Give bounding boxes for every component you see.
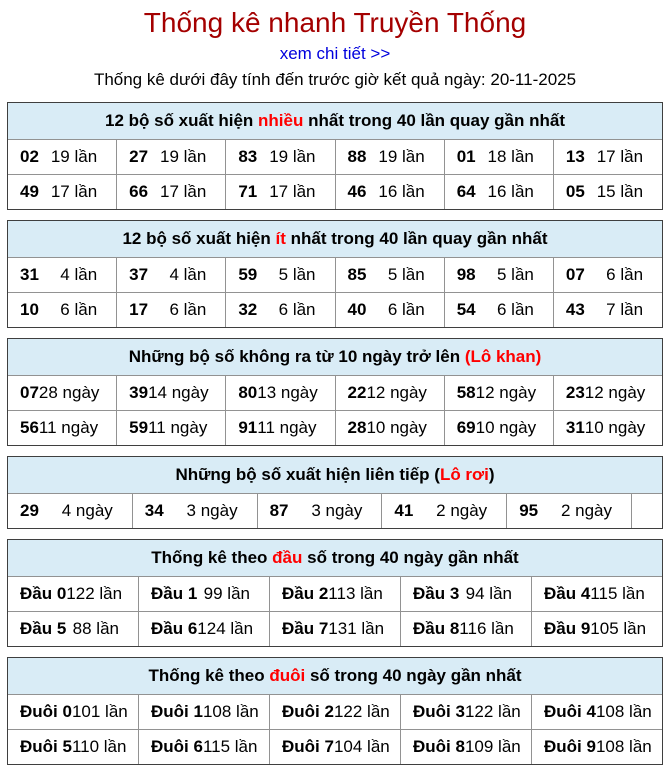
table-row — [8, 493, 662, 528]
count-label: 13 ngày — [257, 383, 318, 403]
number-stat-cell — [225, 175, 334, 209]
number-stat-cell — [553, 258, 662, 292]
stat-table-dau-so — [7, 539, 663, 647]
table-row — [8, 694, 662, 729]
number-stat-cell — [116, 258, 225, 292]
number-stat-cell — [269, 730, 400, 764]
count-label: 19 lần — [160, 147, 207, 167]
stat-table-most-frequent — [7, 102, 663, 210]
number-label: 59 — [238, 265, 258, 285]
number-label: 31 — [20, 265, 39, 285]
number-label: 41 — [394, 501, 414, 521]
count-label: 105 lần — [590, 619, 647, 639]
number-label: 39 — [129, 383, 149, 403]
number-stat-cell — [400, 577, 531, 611]
number-stat-cell — [8, 140, 116, 174]
number-label: 46 — [347, 182, 367, 202]
table-title-text: 12 bộ số xuất hiện — [104, 111, 259, 131]
number-stat-cell — [335, 258, 444, 292]
number-label: Đuôi 7 — [282, 737, 334, 757]
number-label: 87 — [269, 501, 289, 521]
number-label: 58 — [456, 383, 476, 403]
number-label: Đuôi 1 — [151, 702, 203, 722]
number-stat-cell — [8, 612, 138, 646]
number-label: 66 — [129, 182, 149, 202]
table-title-text: Những bộ số không ra từ 10 ngày trở lên — [128, 347, 465, 367]
count-label: 6 lần — [169, 300, 207, 320]
number-label: 64 — [456, 182, 476, 202]
number-label: 31 — [565, 418, 585, 438]
number-label: 02 — [20, 147, 39, 167]
number-label: Đuôi 8 — [413, 737, 465, 757]
table-title-text: nhất trong 40 lần quay gần nhất — [303, 111, 566, 131]
count-label: 124 lần — [197, 619, 254, 639]
number-stat-cell — [138, 577, 269, 611]
count-label: 19 lần — [50, 147, 98, 167]
number-label: 07 — [20, 383, 39, 403]
number-stat-cell — [335, 140, 444, 174]
number-stat-cell — [269, 612, 400, 646]
table-title-highlight: Lô rơi — [439, 465, 489, 485]
table-title-text: ) — [488, 465, 495, 485]
number-label: 59 — [129, 418, 149, 438]
number-stat-cell — [116, 293, 225, 327]
number-label: Đầu 1 — [151, 584, 198, 604]
number-stat-cell — [444, 376, 553, 410]
number-label: Đuôi 0 — [20, 702, 72, 722]
statistics-date-note: Thống kê dưới đây tính đến trước giờ kết quả ngày: 20-11-2025 — [93, 70, 577, 90]
number-label: Đầu 5 — [20, 619, 67, 639]
stat-table-duoi-so — [7, 657, 663, 765]
table-title-text: số trong 40 ngày gần nhất — [305, 666, 522, 686]
table-title-text: số trong 40 ngày gần nhất — [302, 548, 519, 568]
count-label: 115 lần — [202, 737, 258, 757]
table-title-highlight: ít — [275, 229, 286, 249]
number-stat-cell — [269, 577, 400, 611]
table-row — [8, 174, 662, 209]
count-label: 6 lần — [496, 300, 534, 320]
number-stat-cell — [225, 376, 334, 410]
count-label: 108 lần — [595, 702, 652, 722]
count-label: 6 lần — [278, 300, 316, 320]
number-stat-cell — [8, 494, 132, 528]
table-title-highlight: đuôi — [269, 666, 306, 686]
count-label: 113 lần — [328, 584, 383, 604]
table-row — [8, 576, 662, 611]
number-stat-cell — [531, 612, 662, 646]
number-stat-cell — [138, 730, 269, 764]
number-label: 28 — [347, 418, 367, 438]
number-stat-cell — [8, 293, 116, 327]
count-label: 2 ngày — [436, 501, 488, 521]
table-row — [8, 139, 662, 174]
number-label: 91 — [238, 418, 258, 438]
number-label: 49 — [20, 182, 39, 202]
number-label: Đầu 9 — [544, 619, 591, 639]
number-label: Đuôi 2 — [282, 702, 334, 722]
number-stat-cell — [116, 376, 225, 410]
count-label: 99 lần — [203, 584, 250, 604]
count-label: 10 ngày — [584, 418, 646, 438]
detail-link-row — [0, 44, 670, 69]
tables-container — [0, 102, 670, 765]
empty-cell — [631, 494, 662, 528]
table-title-text: Những bộ số xuất hiện liên tiếp ( — [175, 465, 440, 485]
number-label: 54 — [456, 300, 476, 320]
number-label: 23 — [565, 383, 585, 403]
stat-table-lo-khan — [7, 338, 663, 446]
number-label: 71 — [238, 182, 258, 202]
table-title — [8, 221, 662, 257]
number-stat-cell — [400, 612, 531, 646]
number-stat-cell — [8, 258, 116, 292]
number-label: 83 — [238, 147, 258, 167]
number-label: 69 — [456, 418, 476, 438]
number-stat-cell — [531, 695, 662, 729]
number-label: 17 — [129, 300, 149, 320]
number-label: 10 — [20, 300, 39, 320]
number-label: 56 — [20, 418, 39, 438]
count-label: 11 ngày — [38, 418, 99, 438]
number-label: 98 — [456, 265, 476, 285]
table-title — [8, 103, 662, 139]
table-row — [8, 410, 662, 445]
number-stat-cell — [553, 140, 662, 174]
count-label: 17 lần — [269, 182, 316, 202]
number-label: 22 — [347, 383, 367, 403]
table-title-text: Thống kê theo — [151, 548, 273, 568]
count-label: 115 lần — [590, 584, 645, 604]
number-label: Đuôi 5 — [20, 737, 72, 757]
number-label: 05 — [565, 182, 585, 202]
table-row — [8, 292, 662, 327]
number-label: 95 — [519, 501, 539, 521]
stat-table-least-frequent — [7, 220, 663, 328]
number-stat-cell — [335, 411, 444, 445]
count-label: 10 ngày — [366, 418, 427, 438]
number-stat-cell — [553, 376, 662, 410]
count-label: 10 ngày — [475, 418, 537, 438]
count-label: 88 lần — [72, 619, 119, 639]
number-label: 29 — [20, 501, 39, 521]
table-row — [8, 375, 662, 410]
number-stat-cell — [116, 140, 225, 174]
number-stat-cell — [257, 494, 382, 528]
number-stat-cell — [225, 258, 334, 292]
count-label: 6 lần — [606, 265, 644, 285]
table-title-text: nhất trong 40 lần quay gần nhất — [285, 229, 548, 249]
count-label: 5 lần — [496, 265, 534, 285]
count-label: 28 ngày — [38, 383, 100, 403]
count-label: 15 lần — [596, 182, 644, 202]
count-label: 19 lần — [378, 147, 425, 167]
count-label: 12 ngày — [584, 383, 646, 403]
number-label: 43 — [565, 300, 585, 320]
table-title-highlight: đầu — [272, 548, 303, 568]
number-label: Đuôi 9 — [544, 737, 596, 757]
table-title-highlight: nhiều — [258, 111, 304, 131]
count-label: 17 lần — [160, 182, 207, 202]
number-label: Đầu 4 — [544, 584, 591, 604]
number-stat-cell — [444, 258, 553, 292]
number-label: 32 — [238, 300, 258, 320]
number-stat-cell — [400, 695, 531, 729]
count-label: 110 lần — [71, 737, 127, 757]
count-label: 16 lần — [378, 182, 425, 202]
number-label: 88 — [347, 147, 367, 167]
count-label: 11 ngày — [257, 418, 317, 438]
count-label: 108 lần — [595, 737, 652, 757]
table-title-text: Thống kê theo — [148, 666, 270, 686]
number-stat-cell — [8, 411, 116, 445]
count-label: 6 lần — [60, 300, 98, 320]
count-label: 11 ngày — [148, 418, 208, 438]
count-label: 122 lần — [464, 702, 521, 722]
number-stat-cell — [335, 376, 444, 410]
count-label: 4 ngày — [61, 501, 113, 521]
count-label: 122 lần — [333, 702, 390, 722]
count-label: 109 lần — [464, 737, 521, 757]
number-stat-cell — [553, 175, 662, 209]
count-label: 19 lần — [269, 147, 316, 167]
count-label: 5 lần — [278, 265, 316, 285]
number-stat-cell — [8, 577, 138, 611]
table-title-text: 12 bộ số xuất hiện — [122, 229, 276, 249]
count-label: 5 lần — [387, 265, 425, 285]
number-stat-cell — [225, 140, 334, 174]
number-stat-cell — [444, 411, 553, 445]
table-row — [8, 257, 662, 292]
number-label: 07 — [565, 265, 585, 285]
number-stat-cell — [335, 175, 444, 209]
table-title — [8, 457, 662, 493]
number-label: 34 — [144, 501, 164, 521]
number-label: 85 — [347, 265, 367, 285]
number-label: Đầu 6 — [151, 619, 198, 639]
count-label: 131 lần — [328, 619, 385, 639]
number-stat-cell — [138, 612, 269, 646]
number-label: 37 — [129, 265, 149, 285]
stat-table-lo-roi — [7, 456, 663, 529]
table-title-highlight: (Lô khan) — [464, 347, 542, 367]
number-label: 40 — [347, 300, 367, 320]
count-label: 18 lần — [487, 147, 534, 167]
number-stat-cell — [8, 376, 116, 410]
page-header — [0, 0, 670, 91]
number-stat-cell — [132, 494, 257, 528]
count-label: 7 lần — [606, 300, 644, 320]
count-label: 4 lần — [169, 265, 207, 285]
number-label: 27 — [129, 147, 149, 167]
number-label: Đầu 0 — [20, 584, 67, 604]
table-title — [8, 540, 662, 576]
count-label: 16 lần — [487, 182, 534, 202]
number-stat-cell — [531, 730, 662, 764]
number-label: Đuôi 3 — [413, 702, 465, 722]
number-stat-cell — [444, 175, 553, 209]
number-label: 13 — [565, 147, 585, 167]
number-stat-cell — [553, 411, 662, 445]
number-stat-cell — [269, 695, 400, 729]
table-row — [8, 611, 662, 646]
number-stat-cell — [400, 730, 531, 764]
number-label: Đuôi 4 — [544, 702, 596, 722]
count-label: 116 lần — [459, 619, 514, 639]
number-label: Đầu 3 — [413, 584, 460, 604]
table-title — [8, 339, 662, 375]
number-stat-cell — [8, 175, 116, 209]
number-stat-cell — [444, 140, 553, 174]
count-label: 122 lần — [66, 584, 123, 604]
count-label: 104 lần — [333, 737, 390, 757]
number-stat-cell — [225, 411, 334, 445]
count-label: 101 lần — [71, 702, 128, 722]
number-stat-cell — [8, 695, 138, 729]
page-title: Thống kê nhanh Truyền Thống — [143, 7, 527, 38]
number-stat-cell — [531, 577, 662, 611]
number-label: 80 — [238, 383, 258, 403]
number-label: Đầu 2 — [282, 584, 329, 604]
count-label: 12 ngày — [475, 383, 537, 403]
number-stat-cell — [116, 411, 225, 445]
number-stat-cell — [444, 293, 553, 327]
count-label: 3 ngày — [186, 501, 238, 521]
count-label: 4 lần — [60, 265, 98, 285]
count-label: 94 lần — [465, 584, 512, 604]
number-stat-cell — [335, 293, 444, 327]
number-label: 01 — [456, 147, 476, 167]
count-label: 2 ngày — [560, 501, 612, 521]
count-label: 6 lần — [387, 300, 425, 320]
view-details-link[interactable]: xem chi tiết >> — [279, 44, 391, 64]
number-stat-cell — [506, 494, 631, 528]
count-label: 17 lần — [596, 147, 644, 167]
table-title — [8, 658, 662, 694]
count-label: 3 ngày — [311, 501, 363, 521]
number-stat-cell — [8, 730, 138, 764]
number-stat-cell — [381, 494, 506, 528]
number-stat-cell — [116, 175, 225, 209]
count-label: 14 ngày — [148, 383, 209, 403]
count-label: 17 lần — [50, 182, 98, 202]
number-label: Đuôi 6 — [151, 737, 203, 757]
number-label: Đầu 7 — [282, 619, 329, 639]
number-stat-cell — [225, 293, 334, 327]
number-stat-cell — [138, 695, 269, 729]
number-label: Đầu 8 — [413, 619, 460, 639]
count-label: 108 lần — [202, 702, 259, 722]
number-stat-cell — [553, 293, 662, 327]
count-label: 12 ngày — [366, 383, 427, 403]
